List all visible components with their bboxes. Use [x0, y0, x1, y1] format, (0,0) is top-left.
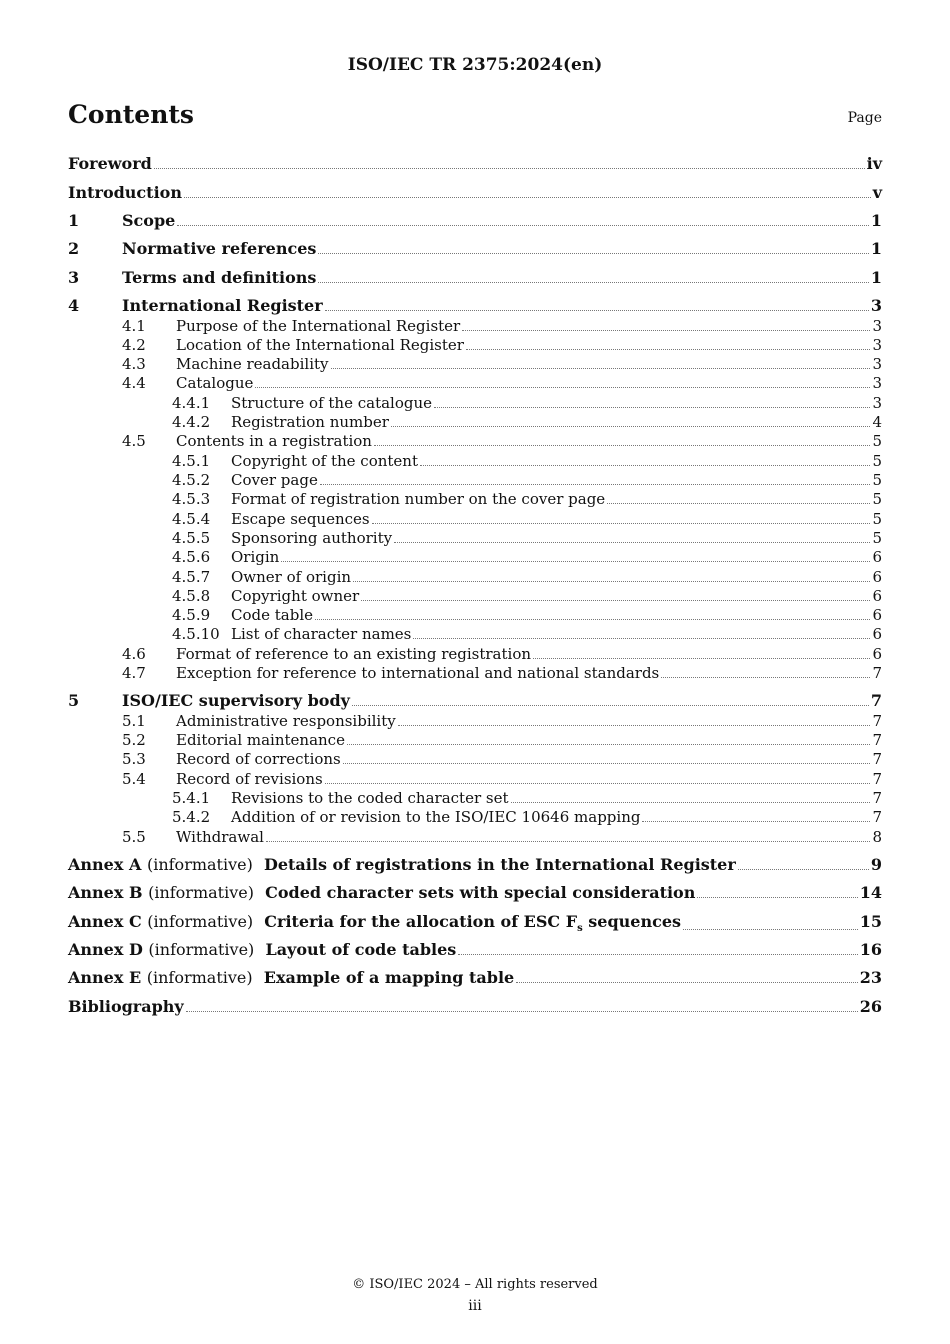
toc-entry-5-4-2[interactable] — [68, 808, 882, 826]
annex-title-post: sequences — [582, 912, 682, 931]
toc-number: 4.5.8 — [172, 587, 211, 605]
page-title: Contents — [68, 100, 195, 129]
dot-leader — [374, 444, 870, 446]
page-column-label: Page — [847, 110, 882, 126]
toc-entry-3[interactable] — [68, 268, 882, 287]
toc-number: 4.3 — [122, 355, 146, 373]
toc-title: Foreword — [68, 154, 152, 173]
toc-page: 5 — [872, 452, 882, 470]
dot-leader — [607, 502, 870, 504]
dot-leader — [255, 386, 870, 388]
toc-title: Catalogue — [176, 374, 254, 392]
toc-page: 7 — [872, 770, 882, 788]
toc-entry-5-1[interactable] — [68, 712, 882, 730]
toc-title-row — [68, 100, 882, 134]
toc-entry-foreword[interactable] — [68, 154, 882, 173]
toc-entry-5-3[interactable] — [68, 750, 882, 768]
dot-leader — [325, 782, 871, 784]
toc-entry-5-2[interactable] — [68, 731, 882, 749]
toc-title: Location of the International Register — [176, 336, 464, 354]
toc-page: 6 — [872, 606, 882, 624]
dot-leader — [511, 801, 871, 803]
toc-title: Format of reference to an existing registration — [176, 645, 532, 663]
dot-leader — [184, 196, 871, 198]
annex-title: Example of a mapping table — [263, 968, 515, 987]
dot-leader — [394, 541, 870, 543]
toc-entry-5-5[interactable] — [68, 828, 882, 846]
toc-number: 4.4 — [122, 374, 146, 392]
toc-number: 4.5.3 — [172, 490, 211, 508]
annex-heading — [68, 912, 681, 934]
toc-title: ISO/IEC supervisory body — [122, 691, 350, 710]
dot-leader — [320, 483, 871, 485]
dot-leader — [661, 676, 870, 678]
toc-number: 4.7 — [122, 664, 146, 682]
dot-leader — [347, 743, 870, 745]
dot-leader — [420, 464, 870, 466]
toc-title: Bibliography — [68, 997, 184, 1016]
dot-leader — [516, 981, 858, 983]
dot-leader — [325, 309, 869, 311]
toc-title: Cover page — [231, 471, 318, 489]
dot-leader — [266, 840, 871, 842]
toc-entry-4[interactable] — [68, 296, 882, 315]
toc-number: 5 — [68, 691, 80, 710]
toc-page: 16 — [859, 940, 882, 959]
toc-title: Addition of or revision to the ISO/IEC 10646 mapping — [231, 808, 641, 826]
toc-title: Escape sequences — [231, 510, 370, 528]
toc-page: 1 — [870, 211, 882, 230]
toc-page: 7 — [872, 789, 882, 807]
dot-leader — [466, 348, 871, 350]
toc-entry-4-5-8[interactable] — [68, 587, 882, 605]
toc-title: Normative references — [122, 239, 317, 258]
toc-title: Copyright owner — [231, 587, 360, 605]
toc-title: Record of corrections — [176, 750, 341, 768]
toc-number: 1 — [68, 211, 80, 230]
toc-title: Revisions to the coded character set — [231, 789, 509, 807]
toc-title: Exception for reference to international and national standards — [176, 664, 660, 682]
annex-title: Layout of code tables — [265, 940, 457, 959]
toc-entry-5[interactable] — [68, 691, 882, 710]
toc-entry-4-4-1[interactable] — [68, 394, 882, 412]
dot-leader — [642, 820, 870, 822]
toc-entry-4-5-5[interactable] — [68, 529, 882, 547]
dot-leader — [458, 953, 857, 955]
toc-page: 5 — [872, 471, 882, 489]
toc-title: Owner of origin — [231, 568, 352, 586]
toc-entry-5-4-1[interactable] — [68, 789, 882, 807]
toc-number: 3 — [68, 268, 80, 287]
toc-number: 4.2 — [122, 336, 146, 354]
dot-leader — [281, 560, 870, 562]
annex-kind: (informative) — [146, 855, 253, 874]
toc-number: 5.3 — [122, 750, 146, 768]
toc-page: 14 — [859, 883, 882, 902]
toc-entry-4-2[interactable] — [68, 336, 882, 354]
toc-title: Machine readability — [176, 355, 329, 373]
dot-leader — [353, 580, 870, 582]
toc-title: Purpose of the International Register — [176, 317, 461, 335]
toc-page: 3 — [872, 394, 882, 412]
document-header: ISO/IEC TR 2375:2024(en) — [347, 55, 603, 75]
annex-label: Annex E — [68, 968, 142, 987]
toc-entry-5-4[interactable] — [68, 770, 882, 788]
toc-page: 3 — [872, 355, 882, 373]
annex-kind: (informative) — [148, 883, 254, 902]
toc-entry-introduction[interactable] — [68, 183, 882, 202]
dot-leader — [372, 522, 871, 524]
annex-kind: (informative) — [148, 940, 255, 959]
toc-title: Scope — [122, 211, 176, 230]
toc-page: 3 — [870, 296, 882, 315]
annex-heading — [68, 855, 736, 874]
toc-number: 4.5.9 — [172, 606, 211, 624]
toc-entry-annex-e[interactable] — [68, 968, 882, 987]
toc-page: 1 — [870, 268, 882, 287]
toc-title: Origin — [231, 548, 280, 566]
dot-leader — [533, 657, 870, 659]
toc-page: 6 — [872, 548, 882, 566]
dot-leader — [331, 367, 871, 369]
annex-kind: (informative) — [146, 968, 253, 987]
toc-number: 4.5 — [122, 432, 146, 450]
toc-page: 5 — [872, 529, 882, 547]
toc-title: Structure of the catalogue — [231, 394, 433, 412]
toc-title: International Register — [122, 296, 323, 315]
toc-entry-4-5-9[interactable] — [68, 606, 882, 624]
toc-page: 26 — [859, 997, 882, 1016]
toc-number: 4.5.1 — [172, 452, 211, 470]
toc-title: Contents in a registration — [176, 432, 372, 450]
annex-heading — [68, 883, 695, 902]
dot-leader — [434, 406, 870, 408]
toc-entry-4-4[interactable] — [68, 374, 882, 392]
toc-number: 4.4.2 — [172, 413, 211, 431]
annex-title — [264, 912, 682, 935]
dot-leader — [413, 637, 870, 639]
dot-leader — [318, 252, 868, 254]
toc-page: 3 — [872, 374, 882, 392]
toc-page: 5 — [872, 490, 882, 508]
toc-number: 4.5.7 — [172, 568, 211, 586]
toc-page: 8 — [872, 828, 882, 846]
toc-entry-4-7[interactable] — [68, 664, 882, 682]
toc-number: 4.4.1 — [172, 394, 211, 412]
toc-number: 5.1 — [122, 712, 146, 730]
dot-leader — [391, 425, 871, 427]
toc-title: Registration number — [231, 413, 389, 431]
toc-entry-4-5-6[interactable] — [68, 548, 882, 566]
toc-title: Code table — [231, 606, 314, 624]
toc-number: 4.6 — [122, 645, 146, 663]
toc-number: 4.5.5 — [172, 529, 211, 547]
toc-page: 7 — [872, 712, 882, 730]
annex-title-pre: Criteria for the allocation of ESC F — [264, 912, 578, 931]
dot-leader — [738, 868, 869, 870]
copyright-notice: © ISO/IEC 2024 – All rights reserved — [352, 1277, 598, 1292]
dot-leader — [683, 928, 858, 930]
toc-title: Format of registration number on the cover page — [231, 490, 606, 508]
toc-number: 4.5.6 — [172, 548, 211, 566]
dot-leader — [315, 618, 870, 620]
dot-leader — [154, 167, 865, 169]
dot-leader — [462, 329, 870, 331]
toc-number: 4.1 — [122, 317, 146, 335]
toc-page: 5 — [872, 432, 882, 450]
toc-entry-4-5[interactable] — [68, 432, 882, 450]
toc-title: Sponsoring authority — [231, 529, 393, 547]
toc-page: 1 — [870, 239, 882, 258]
page-number: iii — [468, 1298, 482, 1314]
toc-title: Administrative responsibility — [176, 712, 396, 730]
toc-entry-4-5-1[interactable] — [68, 452, 882, 470]
dot-leader — [697, 896, 857, 898]
toc-page: 7 — [872, 664, 882, 682]
toc-entry-4-5-7[interactable] — [68, 568, 882, 586]
toc-number: 4 — [68, 296, 80, 315]
toc-page: 6 — [872, 645, 882, 663]
toc-title: Introduction — [68, 183, 182, 202]
toc-page: 23 — [859, 968, 882, 987]
toc-entry-bibliography[interactable] — [68, 997, 882, 1016]
toc-entry-annex-d[interactable] — [68, 940, 882, 959]
dot-leader — [343, 762, 871, 764]
toc-page: 9 — [870, 855, 882, 874]
toc-title: Record of revisions — [176, 770, 323, 788]
annex-title: Coded character sets with special consideration — [265, 883, 696, 902]
toc-title: Editorial maintenance — [176, 731, 345, 749]
toc-entry-annex-b[interactable] — [68, 883, 882, 902]
toc-title: Terms and definitions — [122, 268, 317, 287]
annex-kind: (informative) — [147, 912, 254, 931]
dot-leader — [352, 704, 869, 706]
annex-title-subscript: s — [577, 923, 583, 935]
toc-number: 2 — [68, 239, 80, 258]
toc-page: 7 — [872, 808, 882, 826]
annex-heading — [68, 940, 456, 959]
toc-page: 6 — [872, 625, 882, 643]
toc-entry-4-5-3[interactable] — [68, 490, 882, 508]
dot-leader — [361, 599, 870, 601]
toc-number: 4.5.2 — [172, 471, 211, 489]
toc-page: 3 — [872, 336, 882, 354]
toc-number: 4.5.10 — [172, 625, 220, 643]
toc-number: 4.5.4 — [172, 510, 211, 528]
toc-number: 5.2 — [122, 731, 146, 749]
toc-page: 5 — [872, 510, 882, 528]
toc-entry-4-4-2[interactable] — [68, 413, 882, 431]
toc-entry-4-1[interactable] — [68, 317, 882, 335]
toc-title: Withdrawal — [176, 828, 264, 846]
toc-entry-annex-c[interactable] — [68, 912, 882, 934]
toc-number: 5.4.2 — [172, 808, 211, 826]
dot-leader — [318, 281, 868, 283]
toc-page: v — [872, 183, 882, 202]
toc-number: 5.5 — [122, 828, 146, 846]
toc-number: 5.4 — [122, 770, 146, 788]
dot-leader — [177, 224, 869, 226]
toc-entry-4-3[interactable] — [68, 355, 882, 373]
toc-page: 7 — [872, 731, 882, 749]
annex-title: Details of registrations in the International Register — [263, 855, 736, 874]
toc-page: 7 — [870, 691, 882, 710]
dot-leader — [186, 1010, 858, 1012]
toc-entry-annex-a[interactable] — [68, 855, 882, 874]
toc-page: 6 — [872, 587, 882, 605]
toc-entry-4-5-4[interactable] — [68, 510, 882, 528]
toc-page: 15 — [859, 912, 882, 931]
toc-entry-1[interactable] — [68, 211, 882, 230]
toc-entry-4-6[interactable] — [68, 645, 882, 663]
toc-page: 3 — [872, 317, 882, 335]
toc-entry-4-5-10[interactable] — [68, 625, 882, 643]
toc-entry-4-5-2[interactable] — [68, 471, 882, 489]
toc-title: List of character names — [231, 625, 412, 643]
toc-number: 5.4.1 — [172, 789, 211, 807]
annex-label: Annex B — [68, 883, 143, 902]
annex-label: Annex A — [68, 855, 142, 874]
toc-page: iv — [866, 154, 882, 173]
toc-title: Copyright of the content — [231, 452, 418, 470]
annex-label: Annex C — [68, 912, 142, 931]
dot-leader — [398, 724, 871, 726]
annex-label: Annex D — [68, 940, 143, 959]
toc-page: 6 — [872, 568, 882, 586]
toc-entry-2[interactable] — [68, 239, 882, 258]
annex-heading — [68, 968, 514, 987]
toc-page: 7 — [872, 750, 882, 768]
toc-page: 4 — [872, 413, 882, 431]
